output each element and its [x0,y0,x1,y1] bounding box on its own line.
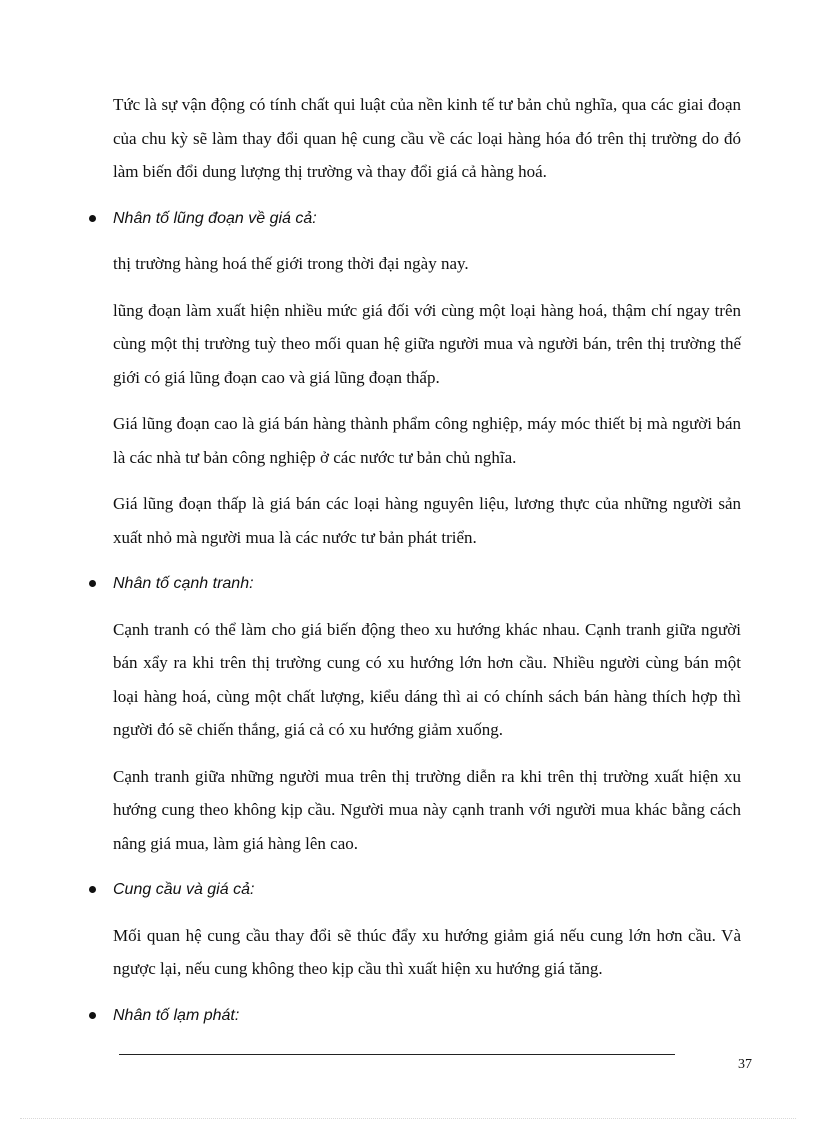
bullet-dot-icon [89,580,96,587]
footer-divider [119,1054,675,1055]
page-body [113,88,741,1044]
bullet-heading-inflation [113,999,741,1033]
bullet-heading-supply-demand [113,873,741,907]
bullet-heading-text: Cung cầu và giá cả: [113,881,255,898]
paragraph-supply-demand: Mối quan hệ cung cầu thay đổi sẽ thúc đẩy xu hướng giảm giá nếu cung lớn hơn cầu. Và ngược lại, nếu cung không theo kịp cầu thì xuất hiện xu hướng giá tăng. [113,925,741,978]
bullet-heading-competition [113,567,741,601]
paragraph-buyer-competition: Cạnh tranh giữa những người mua trên thị trường diễn ra khi trên thị trường xuất hiện xu hướng cung theo không kịp cầu. Người mua này cạnh tranh với người mua khác bằng cách nâng giá mua, làm giá hàng lên cao. [113,766,741,853]
bullet-heading-text: Nhân tố lạm phát: [113,1006,240,1024]
bullet-heading-text: Nhân tố cạnh tranh: [113,575,254,592]
paragraph-high-monopoly-price: Giá lũng đoạn cao là giá bán hàng thành phẩm công nghiệp, máy móc thiết bị mà người bán là các nhà tư bản công nghiệp ở các nước tư bản chủ nghĩa. [113,414,741,467]
paragraph-seller-competition: Cạnh tranh có thể làm cho giá biến động theo xu hướng khác nhau. Cạnh tranh giữa người bán xẩy ra khi trên thị trường cung có xu hướng lớn hơn cầu. Nhiều người cùng bán một loại hàng hoá, cùng một chất lượng, kiểu dáng thì ai có chính sách bán hàng thích hợp thì người đó sẽ chiến thắng, giá cả có xu hướng giảm xuống. [113,619,741,739]
paragraph-monopoly-levels: lũng đoạn làm xuất hiện nhiều mức giá đối với cùng một loại hàng hoá, thậm chí ngay trên cùng một thị trường tuỳ theo mối quan hệ giữa người mua và người bán, trên thị trường thế giới có giá lũng đoạn cao và giá lũng đoạn thấp. [113,300,741,387]
paragraph-business-cycle: Tức là sự vận động có tính chất qui luật của nền kinh tế tư bản chủ nghĩa, qua các giai đoạn của chu kỳ sẽ làm thay đổi quan hệ cung cầu về các loại hàng hóa đó trên thị trường do đó làm biến đổi dung lượng thị trường và thay đổi giá cả hàng hoá. [113,95,741,181]
bullet-dot-icon [89,215,96,222]
page-bottom-border [20,1118,796,1119]
bullet-heading-monopoly-price [113,202,741,236]
bullet-dot-icon [89,1012,96,1019]
paragraph-low-monopoly-price: Giá lũng đoạn thấp là giá bán các loại hàng nguyên liệu, lương thực của những người sản xuất nhỏ mà người mua là các nước tư bản phát triển. [113,494,741,547]
page-number: 37 [738,1057,752,1072]
paragraph-world-market: thị trường hàng hoá thế giới trong thời đại ngày nay. [113,254,469,273]
bullet-dot-icon [89,886,96,893]
bullet-heading-text: Nhân tố lũng đoạn về giá cả: [113,209,317,227]
